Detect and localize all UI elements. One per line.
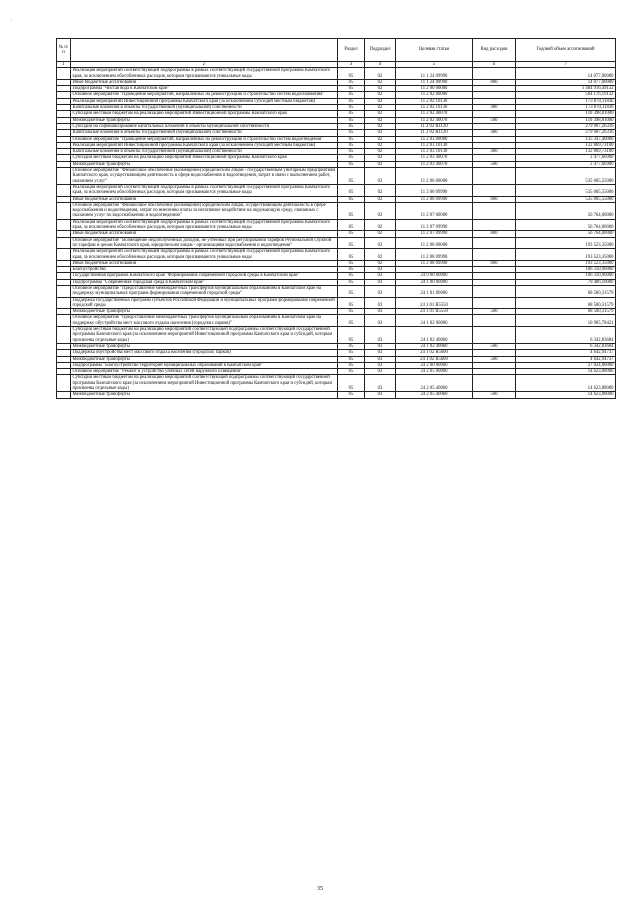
row-subsection: 03 xyxy=(365,362,396,368)
row-amount: 2 477,66900 xyxy=(516,155,616,161)
row-expense-kind xyxy=(473,375,516,392)
row-article: 24 1 02 R5600 xyxy=(396,356,473,362)
row-article: 11 2 08 09990 xyxy=(396,260,473,266)
row-article: 11 2 06 09990 xyxy=(396,184,473,196)
column-index: 6 xyxy=(473,62,516,68)
row-subsection: 03 xyxy=(365,356,396,362)
row-expense-kind xyxy=(473,327,516,344)
row-article: 24 2 00 00000 xyxy=(396,362,473,368)
row-amount: 173 870,11836 xyxy=(516,105,616,111)
row-name: Подпрограмма "Благоустройство территорий муниципальных образований в Камчатском крае" xyxy=(71,362,338,368)
row-expense-kind: 400 xyxy=(473,105,516,111)
row-name: Межбюджетные трансферты xyxy=(71,356,338,362)
row-subsection: 02 xyxy=(365,79,396,85)
row-article: 11 2 07 00000 xyxy=(396,202,473,219)
row-section: 05 xyxy=(338,155,365,161)
row-amount: 279 907,26316 xyxy=(516,123,616,129)
row-section: 05 xyxy=(338,92,365,98)
row-article: 24 1 00 00000 xyxy=(396,279,473,285)
row-article: 11 2 08 09990 xyxy=(396,249,473,261)
row-article: 11 2 02 R1120 xyxy=(396,123,473,129)
row-amount: 279 907,26316 xyxy=(516,130,616,136)
row-number xyxy=(57,375,71,392)
row-name: Поддержка государственных программ субъектов Российской Федерации и муниципальных программ формирования современной городской среды xyxy=(71,297,338,309)
row-section: 05 xyxy=(338,202,365,219)
row-number xyxy=(57,202,71,219)
row-subsection: 02 xyxy=(365,68,396,80)
row-subsection: 03 xyxy=(365,343,396,349)
column-index: 1 xyxy=(57,62,71,68)
row-amount: 6 342,83684 xyxy=(516,343,616,349)
row-subsection: 03 xyxy=(365,279,396,285)
row-section: 05 xyxy=(338,273,365,279)
row-number xyxy=(57,237,71,249)
row-section: 05 xyxy=(338,309,365,315)
row-subsection: 02 xyxy=(365,136,396,142)
row-amount: 132 869,73100 xyxy=(516,142,616,148)
row-subsection: 03 xyxy=(365,392,396,398)
row-amount: 2 477,66900 xyxy=(516,161,616,167)
row-subsection: 03 xyxy=(365,285,396,297)
row-subsection: 02 xyxy=(365,260,396,266)
row-expense-kind: 800 xyxy=(473,196,516,202)
row-number xyxy=(57,285,71,297)
header-expense-kind: Вид расходов xyxy=(473,39,516,62)
row-name: Иные бюджетные ассигнования xyxy=(71,260,338,266)
row-expense-kind xyxy=(473,168,516,185)
row-expense-kind xyxy=(473,68,516,80)
row-name: Капитальные вложения в объекты государственной (муниципальной) собственности xyxy=(71,130,338,136)
row-name: Межбюджетные трансферты xyxy=(71,161,338,167)
row-expense-kind: 800 xyxy=(473,260,516,266)
row-article: 24 2 05 40060 xyxy=(396,375,473,392)
column-index: 7 xyxy=(516,62,616,68)
row-section: 05 xyxy=(338,327,365,344)
row-article: 11 2 02 10130 xyxy=(396,105,473,111)
row-section: 05 xyxy=(338,362,365,368)
table-row xyxy=(57,237,616,249)
row-subsection: 02 xyxy=(365,219,396,231)
row-subsection: 02 xyxy=(365,117,396,123)
row-number xyxy=(57,184,71,196)
row-article: 11 1 24 09990 xyxy=(396,68,473,80)
row-amount: 68 500,31579 xyxy=(516,285,616,297)
row-article: 11 1 24 09990 xyxy=(396,79,473,85)
row-name: Основное мероприятие "Предоставление межбюджетных трансфертов муниципальным образованиям в Камчатском крае на поддержку обустройства мест массового отдыха населения (городских парков)" xyxy=(71,315,338,327)
budget-table xyxy=(56,38,616,399)
column-index: 2 xyxy=(71,62,338,68)
row-amount: 14 623,88000 xyxy=(516,375,616,392)
row-section: 05 xyxy=(338,237,365,249)
row-amount: 14 623,88000 xyxy=(516,392,616,398)
row-subsection: 02 xyxy=(365,149,396,155)
row-amount: 14 077,00000 xyxy=(516,79,616,85)
row-name: Капитальные вложения в объекты государственной (муниципальной) собственности xyxy=(71,149,338,155)
row-section: 05 xyxy=(338,369,365,375)
table-row xyxy=(57,297,616,309)
row-article: 11 2 03 10130 xyxy=(396,149,473,155)
row-amount: 14 077,00000 xyxy=(516,68,616,80)
row-amount: 132 869,73100 xyxy=(516,149,616,155)
row-article: 24 1 02 40060 xyxy=(396,343,473,349)
row-name: Реализация мероприятий соответствующей подпрограммы в рамках соответствующей государственной программы Камчатского края, за исключением обособленных расходов, которым присваиваются уникальные коды xyxy=(71,249,338,261)
row-subsection: 03 xyxy=(365,369,396,375)
table-row xyxy=(57,375,616,392)
table-row xyxy=(57,249,616,261)
row-amount: 193 523,35000 xyxy=(516,260,616,266)
row-expense-kind: 500 xyxy=(473,117,516,123)
row-amount: 106 310,90000 xyxy=(516,267,616,273)
row-amount: 14 623,88000 xyxy=(516,369,616,375)
row-subsection: 02 xyxy=(365,105,396,111)
row-number xyxy=(57,327,71,344)
row-name: Субсидии местным бюджетам на реализацию мероприятий соответствующей подпрограммы соответствующей государственной программы Камчатского края (за исключением мероприятий Инвестиционной программы Камчатского края и субсидий, которым присвоены отдельные коды) xyxy=(71,375,338,392)
row-article: 24 2 05 00000 xyxy=(396,369,473,375)
row-expense-kind: 500 xyxy=(473,392,516,398)
row-section: 05 xyxy=(338,68,365,80)
row-subsection: 02 xyxy=(365,249,396,261)
row-amount: 535 005,55000 xyxy=(516,196,616,202)
header-subsection: Подраздел xyxy=(365,39,396,62)
row-section: 05 xyxy=(338,267,365,273)
row-amount: 564 176,19132 xyxy=(516,92,616,98)
row-name: Субсидии местным бюджетам на реализацию мероприятий Инвестиционной программы Камчатского края xyxy=(71,111,338,117)
row-article: 11 2 02 00000 xyxy=(396,92,473,98)
row-subsection: 02 xyxy=(365,123,396,129)
row-number xyxy=(57,315,71,327)
row-amount: 56 764,00000 xyxy=(516,202,616,219)
row-name: Иные бюджетные ассигнования xyxy=(71,231,338,237)
table-row xyxy=(57,327,616,344)
row-name: Межбюджетные трансферты xyxy=(71,117,338,123)
row-expense-kind xyxy=(473,184,516,196)
row-subsection: 03 xyxy=(365,375,396,392)
table-row xyxy=(57,68,616,80)
row-section: 05 xyxy=(338,343,365,349)
row-name: Реализация мероприятий Инвестиционной программы Камчатского края (за исключением субсидий местным бюджетам) xyxy=(71,142,338,148)
header-section: Раздел xyxy=(338,39,365,62)
row-article: 24 0 00 00000 xyxy=(396,273,473,279)
row-subsection: 02 xyxy=(365,196,396,202)
row-article: 24 1 01 00000 xyxy=(396,285,473,297)
table-row xyxy=(57,285,616,297)
row-expense-kind: 500 xyxy=(473,161,516,167)
row-section: 05 xyxy=(338,111,365,117)
row-subsection: 03 xyxy=(365,350,396,356)
row-article: 24 1 02 R5600 xyxy=(396,350,473,356)
row-name: Субсидии местным бюджетам на реализацию мероприятий соответствующей подпрограммы соответствующей государственной программы Камчатского края (за исключением мероприятий Инвестиционной программы Камчатского края и субсидий, которым присвоены отдельные коды) xyxy=(71,327,338,344)
row-amount: 110 398,81000 xyxy=(516,117,616,123)
row-subsection: 02 xyxy=(365,130,396,136)
row-subsection: 02 xyxy=(365,184,396,196)
table-row xyxy=(57,202,616,219)
row-section: 05 xyxy=(338,117,365,123)
row-name: Субсидии местным бюджетам на реализацию мероприятий Инвестиционной программы Камчатского края xyxy=(71,155,338,161)
row-expense-kind: 400 xyxy=(473,149,516,155)
row-subsection: 02 xyxy=(365,98,396,104)
row-amount: 4 642,94737 xyxy=(516,350,616,356)
row-expense-kind: 500 xyxy=(473,356,516,362)
row-subsection: 03 xyxy=(365,273,396,279)
row-section: 05 xyxy=(338,297,365,309)
row-section: 05 xyxy=(338,184,365,196)
table-row xyxy=(57,392,616,398)
row-expense-kind: 800 xyxy=(473,79,516,85)
row-section: 05 xyxy=(338,149,365,155)
row-number xyxy=(57,219,71,231)
row-article: 24 1 02 40060 xyxy=(396,327,473,344)
row-subsection: 03 xyxy=(365,267,396,273)
row-name: Реализация мероприятий соответствующей подпрограммы в рамках соответствующей государственной программы Камчатского края, за исключением обособленных расходов, которым присваиваются уникальные коды xyxy=(71,68,338,80)
row-article: 11 2 08 00000 xyxy=(396,237,473,249)
row-subsection: 03 xyxy=(365,315,396,327)
row-name: Благоустройство xyxy=(71,267,338,273)
row-name: Реализация мероприятий соответствующей подпрограммы в рамках соответствующей государственной программы Камчатского края, за исключением обособленных расходов, которым присваиваются уникальные коды xyxy=(71,219,338,231)
row-section: 05 xyxy=(338,279,365,285)
row-article: 24 2 05 40060 xyxy=(396,392,473,398)
row-amount: 68 500,31579 xyxy=(516,309,616,315)
table-body xyxy=(57,68,616,398)
row-expense-kind xyxy=(473,297,516,309)
row-article: 11 2 02 10130 xyxy=(396,98,473,104)
row-section: 05 xyxy=(338,136,365,142)
row-amount: 106 310,90000 xyxy=(516,273,616,279)
row-section: 05 xyxy=(338,105,365,111)
table-row xyxy=(57,168,616,185)
row-subsection: 03 xyxy=(365,327,396,344)
row-name: Основное мероприятие "Предоставление межбюджетных трансфертов муниципальным образованиям в Камчатском крае на поддержку муниципальных программ формирования современной городской среды" xyxy=(71,285,338,297)
row-number xyxy=(57,392,71,398)
row-section: 05 xyxy=(338,249,365,261)
row-article: 24 1 02 00000 xyxy=(396,315,473,327)
row-name: Основное мероприятие "Возмещение недополученных доходов, не учтенных при регулировании тарифов Региональной службой по тарифам и ценам Камчатского края, юридическим лицам - организациям водоснабжения и водоотведения" xyxy=(71,237,338,249)
row-number xyxy=(57,168,71,185)
row-article: 24 1 01 R5550 xyxy=(396,309,473,315)
row-section: 05 xyxy=(338,231,365,237)
table-row xyxy=(57,315,616,327)
row-amount: 535 005,55000 xyxy=(516,184,616,196)
row-subsection: 02 xyxy=(365,231,396,237)
row-subsection: 02 xyxy=(365,92,396,98)
row-expense-kind xyxy=(473,249,516,261)
row-article: 11 2 02 40070 xyxy=(396,117,473,123)
row-article: 11 2 06 09990 xyxy=(396,196,473,202)
row-name: Субсидии на софинансирование капитальных вложений в объекты муниципальной собственности xyxy=(71,123,338,129)
row-subsection: 02 xyxy=(365,142,396,148)
row-number xyxy=(57,297,71,309)
row-article: 11 2 03 40070 xyxy=(396,155,473,161)
row-name: Межбюджетные трансферты xyxy=(71,343,338,349)
row-section: 05 xyxy=(338,196,365,202)
row-amount: 68 500,31579 xyxy=(516,297,616,309)
row-expense-kind: 800 xyxy=(473,231,516,237)
table-row xyxy=(57,184,616,196)
row-amount: 1 484 916,49132 xyxy=(516,86,616,92)
row-amount: 6 342,83684 xyxy=(516,327,616,344)
row-name: Реализация мероприятий Инвестиционной программы Камчатского края (за исключением субсидий местным бюджетам) xyxy=(71,98,338,104)
header-article: Целевая статья xyxy=(396,39,473,62)
row-section: 05 xyxy=(338,130,365,136)
row-expense-kind: 500 xyxy=(473,309,516,315)
row-article: 11 2 03 10130 xyxy=(396,142,473,148)
header-amount: Годовой объем ассигнований xyxy=(516,39,616,62)
row-amount: 173 870,11836 xyxy=(516,98,616,104)
row-expense-kind xyxy=(473,202,516,219)
row-name: Государственная программа Камчатского края "Формирование современной городской среды в Камчатском крае" xyxy=(71,273,338,279)
row-amount: 110 398,81000 xyxy=(516,111,616,117)
row-subsection: 03 xyxy=(365,309,396,315)
row-section: 05 xyxy=(338,350,365,356)
row-article: 11 2 02 R1120 xyxy=(396,130,473,136)
row-subsection: 02 xyxy=(365,86,396,92)
row-name: Основное мероприятие "Ремонт и устройство уличных сетей наружного освещения" xyxy=(71,369,338,375)
row-expense-kind xyxy=(473,219,516,231)
row-section: 05 xyxy=(338,315,365,327)
row-name: Реализация мероприятий соответствующей подпрограммы в рамках соответствующей государственной программы Камчатского края, за исключением обособленных расходов, которым присваиваются уникальные коды xyxy=(71,184,338,196)
row-amount: 27 024,80000 xyxy=(516,362,616,368)
row-amount: 56 764,00000 xyxy=(516,219,616,231)
row-section: 05 xyxy=(338,79,365,85)
row-subsection: 02 xyxy=(365,161,396,167)
row-expense-kind xyxy=(473,237,516,249)
row-article: 11 2 03 40070 xyxy=(396,161,473,167)
row-subsection: 02 xyxy=(365,155,396,161)
row-article: 11 2 00 00000 xyxy=(396,86,473,92)
row-section: 05 xyxy=(338,356,365,362)
row-name: Основное мероприятие "Проведение мероприятий, направленных на реконструкцию и строительство систем водоотведения" xyxy=(71,136,338,142)
row-name: Поддержка обустройства мест массового отдыха населения (городских парков) xyxy=(71,350,338,356)
row-section: 05 xyxy=(338,219,365,231)
row-article: 11 2 03 00000 xyxy=(396,136,473,142)
page-number: 35 xyxy=(317,886,323,892)
row-amount: 10 985,78421 xyxy=(516,315,616,327)
row-subsection: 02 xyxy=(365,237,396,249)
row-article: 11 2 07 09990 xyxy=(396,231,473,237)
row-expense-kind: 400 xyxy=(473,130,516,136)
row-name: Основное мероприятие "Финансовое обеспечение (возмещение) юридическим лицам - государственным унитарным предприятиям Камчатского края, осуществляющим деятельность в сфере водоснабжения и водоотведения, затрат в связи с выполнением работ, оказанием услуг" xyxy=(71,168,338,185)
row-section: 05 xyxy=(338,86,365,92)
column-index: 5 xyxy=(396,62,473,68)
row-subsection: 02 xyxy=(365,111,396,117)
row-amount: 79 486,10000 xyxy=(516,279,616,285)
row-name: Капитальные вложения в объекты государственной (муниципальной) собственности xyxy=(71,105,338,111)
scan-mark: · xyxy=(10,18,12,24)
table-row xyxy=(57,219,616,231)
row-article: 11 2 02 40070 xyxy=(396,111,473,117)
row-section: 05 xyxy=(338,260,365,266)
row-subsection: 02 xyxy=(365,168,396,185)
row-name: Межбюджетные трансферты xyxy=(71,392,338,398)
row-section: 05 xyxy=(338,375,365,392)
row-amount: 193 523,35000 xyxy=(516,237,616,249)
column-index: 3 xyxy=(338,62,365,68)
row-article: 11 2 06 00000 xyxy=(396,168,473,185)
header-no: № п/п xyxy=(57,39,71,62)
row-name: Подпрограмма "Современная городская среда в Камчатском крае" xyxy=(71,279,338,285)
row-number xyxy=(57,249,71,261)
row-amount: 193 523,35000 xyxy=(516,249,616,261)
row-section: 05 xyxy=(338,98,365,104)
row-number xyxy=(57,68,71,80)
row-name: Подпрограмма "Чистая вода в Камчатском крае" xyxy=(71,86,338,92)
table-header-row xyxy=(57,39,616,62)
row-name: Иные бюджетные ассигнования xyxy=(71,196,338,202)
row-section: 05 xyxy=(338,161,365,167)
row-name: Межбюджетные трансферты xyxy=(71,309,338,315)
row-article: 11 2 07 09990 xyxy=(396,219,473,231)
row-subsection: 03 xyxy=(365,297,396,309)
row-section: 05 xyxy=(338,142,365,148)
row-name: Основное мероприятие "Финансовое обеспечение (возмещение) юридическим лицам, осуществляющим деятельность в сфере водоснабжения и водоотведения, затрат по внесению платы за негативное воздействие на окружающую среду, связанных с оказанием услуг по водоснабжению и водоотведению" xyxy=(71,202,338,219)
row-section: 05 xyxy=(338,123,365,129)
row-article: 24 1 01 R5550 xyxy=(396,297,473,309)
row-amount: 535 005,55000 xyxy=(516,168,616,185)
row-expense-kind: 500 xyxy=(473,343,516,349)
row-amount: 56 764,00000 xyxy=(516,231,616,237)
row-name: Иные бюджетные ассигнования xyxy=(71,79,338,85)
row-name: Основное мероприятие "Проведение мероприятий, направленных на реконструкцию и строительство систем водоснабжения" xyxy=(71,92,338,98)
column-index: 4 xyxy=(365,62,396,68)
row-amount: 4 642,94737 xyxy=(516,356,616,362)
row-section: 05 xyxy=(338,392,365,398)
header-name xyxy=(71,39,338,62)
row-section: 05 xyxy=(338,285,365,297)
row-subsection: 02 xyxy=(365,202,396,219)
row-expense-kind xyxy=(473,285,516,297)
row-amount: 135 347,40000 xyxy=(516,136,616,142)
row-section: 05 xyxy=(338,168,365,185)
row-expense-kind xyxy=(473,315,516,327)
